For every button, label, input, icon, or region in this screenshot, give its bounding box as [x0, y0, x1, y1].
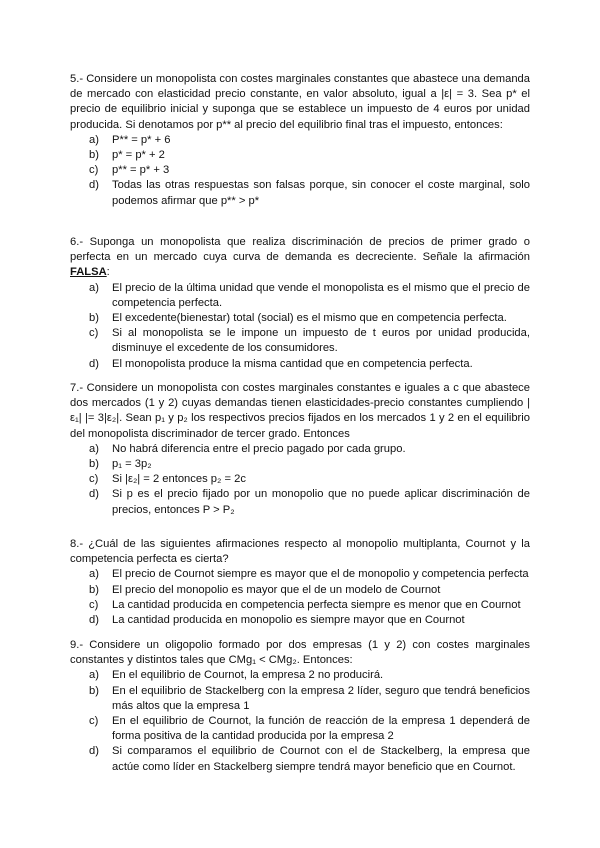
option-text: Si comparamos el equilibrio de Cournot con el de Stackelberg, la empresa que actúe como líder en Stackelberg siempre tendrá mayor beneficio que en Cournot. — [112, 745, 530, 773]
option-letter: b) — [89, 684, 99, 697]
option-d — [70, 744, 530, 774]
option-text: Si p es el precio fijado por un monopolio que no puede aplicar discriminación de precios, entonces P > P₂ — [112, 488, 530, 516]
stem-suffix: : — [106, 266, 110, 279]
question-stem: 7.- Considere un monopolista con costes marginales constantes e iguales a c que abastece dos mercados (1 y 2) cuyas demandas tienen elasticidades-precio constantes cumpliendo |ε₁| |= 3|ε₂|. Sean p₁ y p₂ los respectivos precios fijados en los mercados 1 y 2 en el equilibrio del monopolista discriminador de tercer grado. Entonces — [70, 382, 530, 440]
option-letter: a) — [89, 281, 99, 294]
option-c — [70, 598, 530, 613]
option-b — [70, 684, 530, 714]
options-list — [70, 567, 530, 628]
option-text: El excedente(bienestar) total (social) es el mismo que en competencia perfecta. — [112, 312, 507, 325]
option-c — [70, 163, 530, 178]
option-b — [70, 148, 530, 163]
option-b — [70, 311, 530, 326]
options-list — [70, 668, 530, 774]
option-letter: a) — [89, 133, 99, 146]
option-text: En el equilibrio de Cournot, la función de reacción de la empresa 1 dependerá de forma positiva de la cantidad producida por la empresa 2 — [112, 715, 530, 743]
emphasis-falsa: FALSA — [70, 266, 107, 279]
option-a — [70, 281, 530, 311]
option-letter: d) — [89, 745, 99, 758]
option-text: En el equilibrio de Cournot, la empresa 2 no producirá. — [112, 669, 384, 682]
question-8 — [70, 537, 530, 628]
option-a — [70, 668, 530, 683]
option-text: No habrá diferencia entre el precio pagado por cada grupo. — [112, 442, 406, 455]
option-c — [70, 714, 530, 744]
option-letter: c) — [89, 715, 99, 728]
question-5 — [70, 72, 530, 209]
option-c — [70, 326, 530, 356]
option-letter: d) — [89, 614, 99, 627]
option-text: p* = p* + 2 — [112, 149, 165, 162]
option-text: p** = p* + 3 — [112, 164, 170, 177]
option-letter: c) — [89, 327, 99, 340]
option-text: p₁ = 3p₂ — [112, 458, 152, 471]
option-letter: b) — [89, 583, 99, 596]
option-text: Todas las otras respuestas son falsas porque, sin conocer el coste marginal, solo podemos afirmar que p** > p* — [112, 179, 530, 207]
option-letter: d) — [89, 357, 99, 370]
option-a — [70, 133, 530, 148]
option-b — [70, 457, 530, 472]
option-letter: c) — [89, 164, 99, 177]
option-d — [70, 178, 530, 208]
option-text: P** = p* + 6 — [112, 133, 171, 146]
question-6 — [70, 235, 530, 372]
option-d — [70, 613, 530, 628]
option-letter: d) — [89, 488, 99, 501]
stem-text: 6.- Suponga un monopolista que realiza discriminación de precios de primer grado o perfecta en un mercado cuya curva de demanda es decreciente. Señale la afirmación — [70, 236, 530, 264]
option-text: El precio de Cournot siempre es mayor que el de monopolio y competencia perfecta — [112, 568, 529, 581]
option-letter: d) — [89, 179, 99, 192]
option-letter: a) — [89, 669, 99, 682]
option-a — [70, 442, 530, 457]
option-letter: b) — [89, 458, 99, 471]
option-text: En el equilibrio de Stackelberg con la empresa 2 líder, seguro que tendrá beneficios más altos que la empresa 1 — [112, 684, 530, 712]
options-list — [70, 133, 530, 209]
option-letter: a) — [89, 442, 99, 455]
option-text: El monopolista produce la misma cantidad que en competencia perfecta. — [112, 357, 473, 370]
option-c — [70, 472, 530, 487]
question-7 — [70, 381, 530, 518]
option-text: Si |ε₂| = 2 entonces p₂ = 2c — [112, 473, 246, 486]
option-d — [70, 487, 530, 517]
option-letter: a) — [89, 568, 99, 581]
option-a — [70, 567, 530, 582]
option-text: Si al monopolista se le impone un impuesto de t euros por unidad producida, disminuye el excedente de los consumidores. — [112, 327, 530, 355]
option-letter: b) — [89, 149, 99, 162]
question-stem: 5.- Considere un monopolista con costes marginales constantes que abastece una demanda de mercado con elasticidad precio constante, en valor absoluto, igual a |ε| = 3. Sea p* el precio de equilibrio inicial y suponga que se establece un impuesto de 4 euros por unidad producida. Si denotamos por p** al precio del equilibrio final tras el impuesto, entonces: — [70, 73, 530, 131]
question-stem: 8.- ¿Cuál de las siguientes afirmaciones respecto al monopolio multiplanta, Cournot y la competencia perfecta es cierta? — [70, 538, 530, 566]
option-b — [70, 583, 530, 598]
option-d — [70, 357, 530, 372]
option-text: El precio del monopolio es mayor que el de un modelo de Cournot — [112, 583, 441, 596]
question-stem: 9.- Considere un oligopolio formado por dos empresas (1 y 2) con costes marginales constantes y distintos tales que CMg₁ < CMg₂. Entonces: — [70, 639, 530, 667]
option-letter: c) — [89, 473, 99, 486]
option-text: La cantidad producida en monopolio es siempre mayor que en Cournot — [112, 614, 465, 627]
options-list — [70, 442, 530, 518]
option-letter: b) — [89, 312, 99, 325]
option-letter: c) — [89, 598, 99, 611]
question-9 — [70, 638, 530, 775]
option-text: El precio de la última unidad que vende el monopolista es el mismo que el precio de competencia perfecta. — [112, 281, 530, 309]
question-stem — [70, 235, 530, 281]
option-text: La cantidad producida en competencia perfecta siempre es menor que en Cournot — [112, 598, 521, 611]
options-list — [70, 281, 530, 372]
